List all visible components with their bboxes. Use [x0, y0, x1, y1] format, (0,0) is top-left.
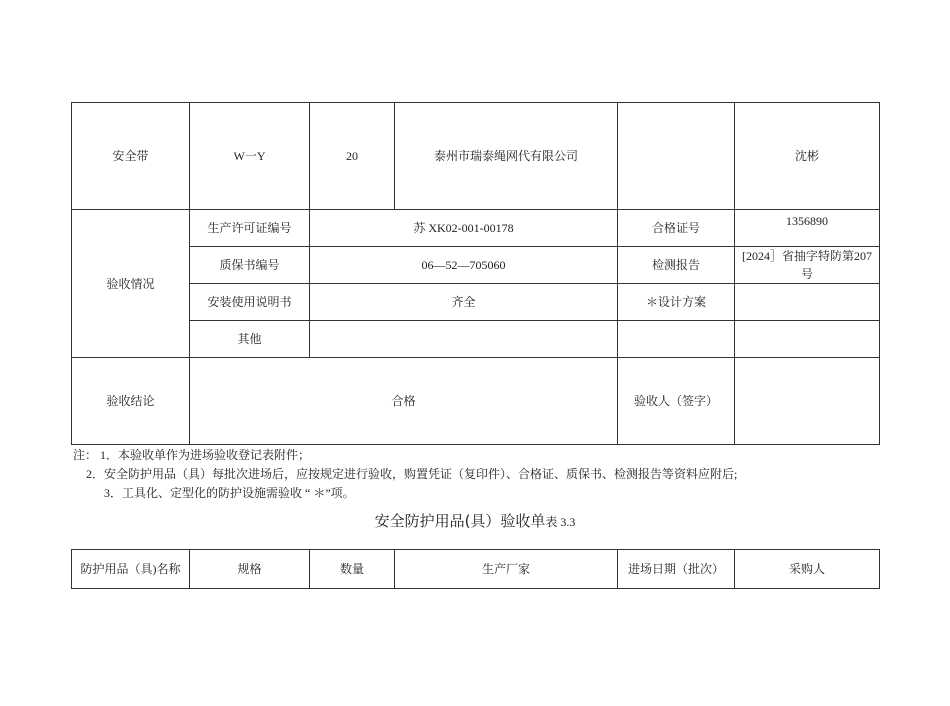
test-report-label: 检测报告 — [618, 247, 735, 284]
header-spec: 规格 — [190, 550, 310, 589]
note-line-3: 3．工具化、定型化的防护设施需验收 “ ＊”项。 — [104, 486, 355, 500]
acceptance-table — [71, 102, 880, 445]
table-row — [72, 358, 880, 445]
warranty-value: 06—52—705060 — [310, 247, 618, 284]
table-row — [72, 210, 880, 247]
test-report-value: [2024］省抽字特防第207号 — [735, 247, 880, 284]
conclusion-value: 合格 — [190, 358, 618, 445]
other-label: 其他 — [190, 321, 310, 358]
header-manufacturer: 生产厂家 — [395, 550, 618, 589]
header-entry-date: 进场日期（批次） — [618, 550, 735, 589]
table-row — [72, 284, 880, 321]
other-extra-cell — [618, 321, 735, 358]
entry-date-cell — [618, 103, 735, 210]
manufacturer-cell: 泰州市瑞泰绳网代有限公司 — [395, 103, 618, 210]
license-label: 生产许可证编号 — [190, 210, 310, 247]
quantity-cell: 20 — [310, 103, 395, 210]
other-extra-value — [735, 321, 880, 358]
header-item-name: 防护用品（具)名称 — [72, 550, 190, 589]
inspection-label: 验收情况 — [72, 210, 190, 358]
table-row — [72, 247, 880, 284]
cert-value: 1356890 — [735, 210, 880, 247]
title-main: 安全防护用品(具）验收单 — [374, 512, 546, 530]
inspector-label: 验收人（签字） — [618, 358, 735, 445]
design-plan-value — [735, 284, 880, 321]
header-table — [71, 549, 880, 589]
table-row — [72, 321, 880, 358]
header-buyer: 采购人 — [735, 550, 880, 589]
buyer-cell: 沈彬 — [735, 103, 880, 210]
table-header-row — [72, 550, 880, 589]
license-value: 苏 XK02-001-00178 — [310, 210, 618, 247]
manual-label: 安装使用说明书 — [190, 284, 310, 321]
inspector-signature — [735, 358, 880, 445]
manual-value: 齐全 — [310, 284, 618, 321]
spec-cell: W一Y — [190, 103, 310, 210]
note-line-1: 注： 1．本验收单作为进场验收登记表附件； — [73, 448, 311, 462]
cert-label: 合格证号 — [618, 210, 735, 247]
item-name-cell: 安全带 — [72, 103, 190, 210]
table-reference: 表 3.3 — [545, 515, 576, 529]
conclusion-label: 验收结论 — [72, 358, 190, 445]
warranty-label: 质保书编号 — [190, 247, 310, 284]
header-quantity: 数量 — [310, 550, 395, 589]
document-title — [0, 510, 950, 531]
note-line-2: 2．安全防护用品（具）每批次进场后，应按规定进行验收，购置凭证（复印件）、合格证、质保书、检测报告等资料应附后; — [86, 467, 738, 481]
other-value — [310, 321, 618, 358]
design-plan-label: ＊设计方案 — [618, 284, 735, 321]
table-row — [72, 103, 880, 210]
